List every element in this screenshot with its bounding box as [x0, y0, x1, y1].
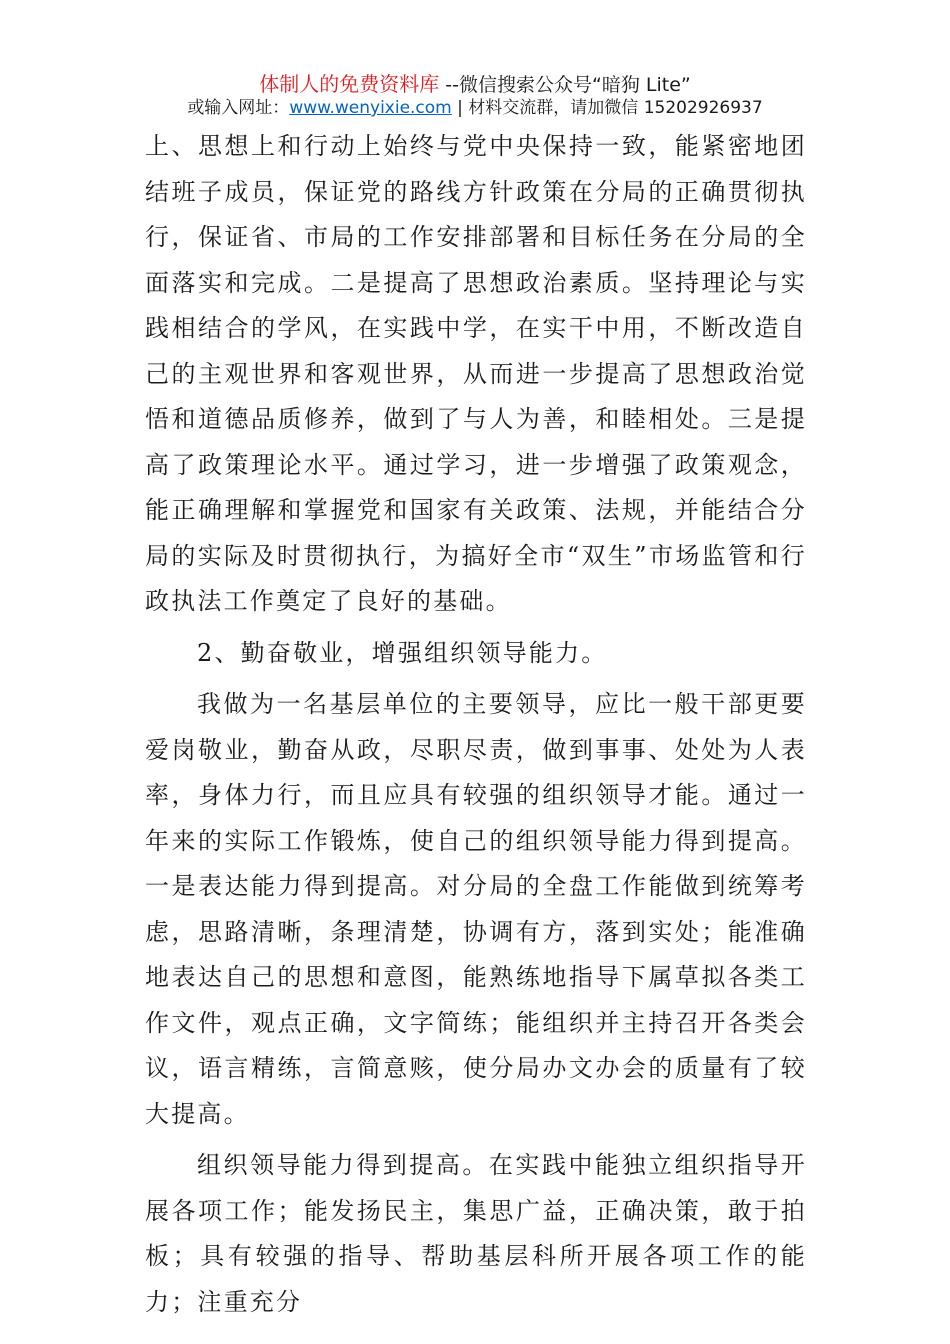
paragraph: 我做为一名基层单位的主要领导，应比一般干部更要爱岗敬业，勤奋从政，尽职尽责，做到事事、处处为人表率，身体力行，而且应具有较强的组织领导才能。通过一年来的实际工作锻炼，使自己的组织领导能力得到提高。一是表达能力得到提高。对分局的全盘工作能做到统筹考虑，思路清晰，条理清楚，协调有方，落到实处；能准确地表达自己的思想和意图，能熟练地指导下属草拟各类工作文件，观点正确，文字简练；能组织并主持召开各类会议，语言精练，言简意赅，使分局办文办会的质量有了较大提高。	[145, 690, 807, 1128]
contact-info: | 材料交流群，请加微信 15202926937	[451, 98, 763, 118]
header-promo-line	[0, 72, 950, 97]
paragraph: 组织领导能力得到提高。在实践中能独立组织指导开展各项工作；能发扬民主，集思广益，正确决策，敢于拍板；具有较强的指导、帮助基层科所开展各项工作的能力；注重充分	[145, 1151, 807, 1316]
header-contact-line	[0, 97, 950, 119]
url-prefix: 或输入网址：	[187, 98, 290, 118]
website-link[interactable]: www.wenyixie.com	[289, 98, 452, 118]
header-tagline: --微信搜索公众号“暗狗 Lite”	[439, 74, 691, 96]
brand-name: 体制人的免费资料库	[259, 72, 440, 96]
section-heading: 2、勤奋敬业，增强组织领导能力。	[197, 638, 608, 667]
paragraph: 上、思想上和行动上始终与党中央保持一致，能紧密地团结班子成员，保证党的路线方针政策在分局的正确贯彻执行，保证省、市局的工作安排部署和目标任务在分局的全面落实和完成。二是提高了思想政治素质。坚持理论与实践相结合的学风，在实践中学，在实干中用，不断改造自己的主观世界和客观世界，从而进一步提高了思想政治觉悟和道德品质修养，做到了与人为善，和睦相处。三是提高了政策理论水平。通过学习，进一步增强了政策观念，能正确理解和掌握党和国家有关政策、法规，并能结合分局的实际及时贯彻执行，为搞好全市“双生”市场监管和行政执法工作奠定了良好的基础。	[145, 132, 807, 615]
document-body	[145, 124, 807, 1325]
